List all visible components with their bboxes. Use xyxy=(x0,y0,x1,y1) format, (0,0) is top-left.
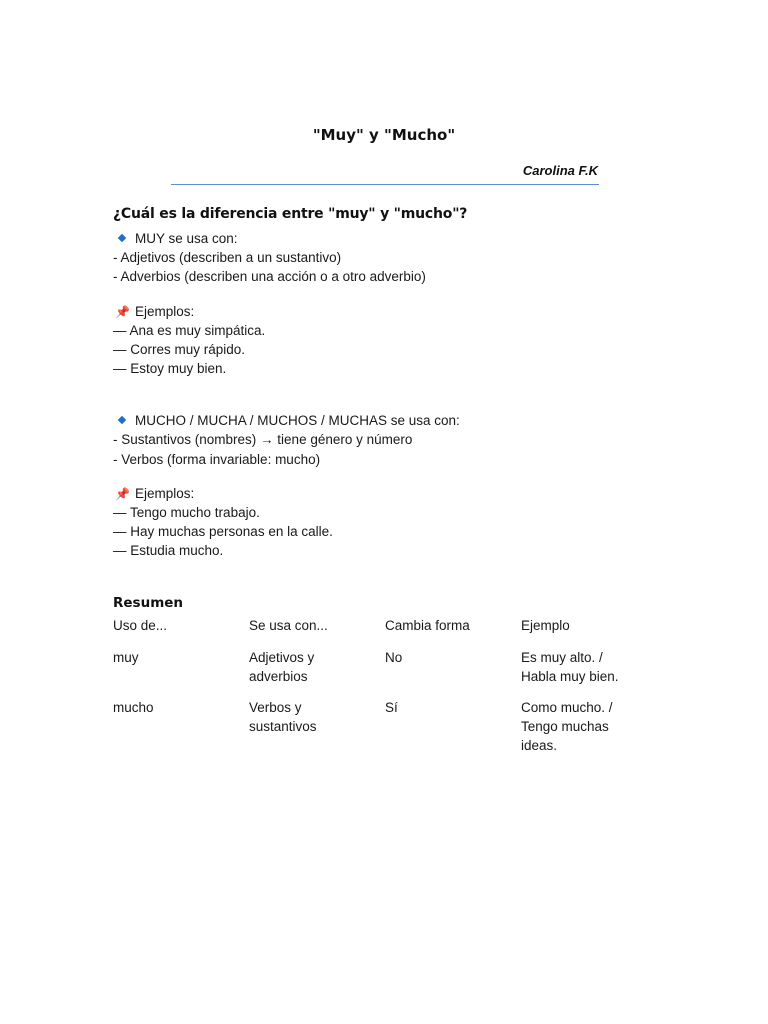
muy-examples-label xyxy=(113,302,194,322)
cell-cambia: Sí xyxy=(385,700,398,715)
muy-example-2: — Corres muy rápido. xyxy=(113,342,246,357)
cell-line: Adjetivos y xyxy=(249,650,315,665)
cell-line: adverbios xyxy=(249,669,308,684)
mucho-examples-label xyxy=(113,484,194,504)
examples-label-text: Ejemplos: xyxy=(134,304,195,319)
mucho-example-1: — Tengo mucho trabajo. xyxy=(113,505,260,520)
header-cambia: Cambia forma xyxy=(385,618,470,633)
blue-diamond-icon xyxy=(118,234,126,242)
cell-ejemplo xyxy=(521,698,641,755)
table-header-row xyxy=(113,616,641,648)
cell-line: ideas. xyxy=(521,738,558,753)
summary-title: Resumen xyxy=(113,595,184,611)
cell-uso: mucho xyxy=(113,700,154,715)
header-uso: Uso de... xyxy=(113,618,168,633)
summary-table xyxy=(113,616,641,755)
title-divider xyxy=(171,184,599,185)
header-se-usa: Se usa con... xyxy=(249,618,328,633)
blue-diamond-icon xyxy=(118,416,126,424)
table-row xyxy=(113,648,641,698)
cell-line: Habla muy bien. xyxy=(521,669,619,684)
cell-se-usa xyxy=(249,648,385,698)
mucho-intro xyxy=(113,411,460,430)
mucho-intro-text: MUCHO / MUCHA / MUCHOS / MUCHAS se usa con: xyxy=(135,413,460,428)
cell-line: Verbos y xyxy=(249,700,302,715)
header-ejemplo: Ejemplo xyxy=(521,618,570,633)
examples-label-text: Ejemplos: xyxy=(134,486,195,501)
pushpin-icon: 📌 xyxy=(115,487,130,501)
cell-se-usa xyxy=(249,698,385,755)
muy-example-3: — Estoy muy bien. xyxy=(113,361,227,376)
cell-line: sustantivos xyxy=(249,719,317,734)
cell-line: Tengo muchas xyxy=(521,719,609,734)
muy-intro xyxy=(113,229,238,248)
cell-ejemplo xyxy=(521,648,641,698)
muy-use-2: - Adverbios (describen una acción o a otro adverbio) xyxy=(113,269,426,284)
mucho-use-1: - Sustantivos (nombres) → tiene género y número xyxy=(113,432,413,447)
cell-uso: muy xyxy=(113,650,139,665)
section-heading: ¿Cuál es la diferencia entre "muy" y "mucho"? xyxy=(113,206,468,222)
muy-example-1: — Ana es muy simpática. xyxy=(113,323,266,338)
pushpin-icon: 📌 xyxy=(115,305,130,319)
mucho-example-3: — Estudia mucho. xyxy=(113,543,224,558)
table-row xyxy=(113,698,641,755)
mucho-example-2: — Hay muchas personas en la calle. xyxy=(113,524,333,539)
mucho-use-2: - Verbos (forma invariable: mucho) xyxy=(113,452,321,467)
cell-line: Es muy alto. / xyxy=(521,650,603,665)
author-name: Carolina F.K xyxy=(522,163,598,178)
cell-cambia: No xyxy=(385,650,403,665)
muy-intro-text: MUY se usa con: xyxy=(135,231,238,246)
document-title: "Muy" y "Mucho" xyxy=(312,126,456,144)
muy-use-1: - Adjetivos (describen a un sustantivo) xyxy=(113,250,342,265)
cell-line: Como mucho. / xyxy=(521,700,613,715)
